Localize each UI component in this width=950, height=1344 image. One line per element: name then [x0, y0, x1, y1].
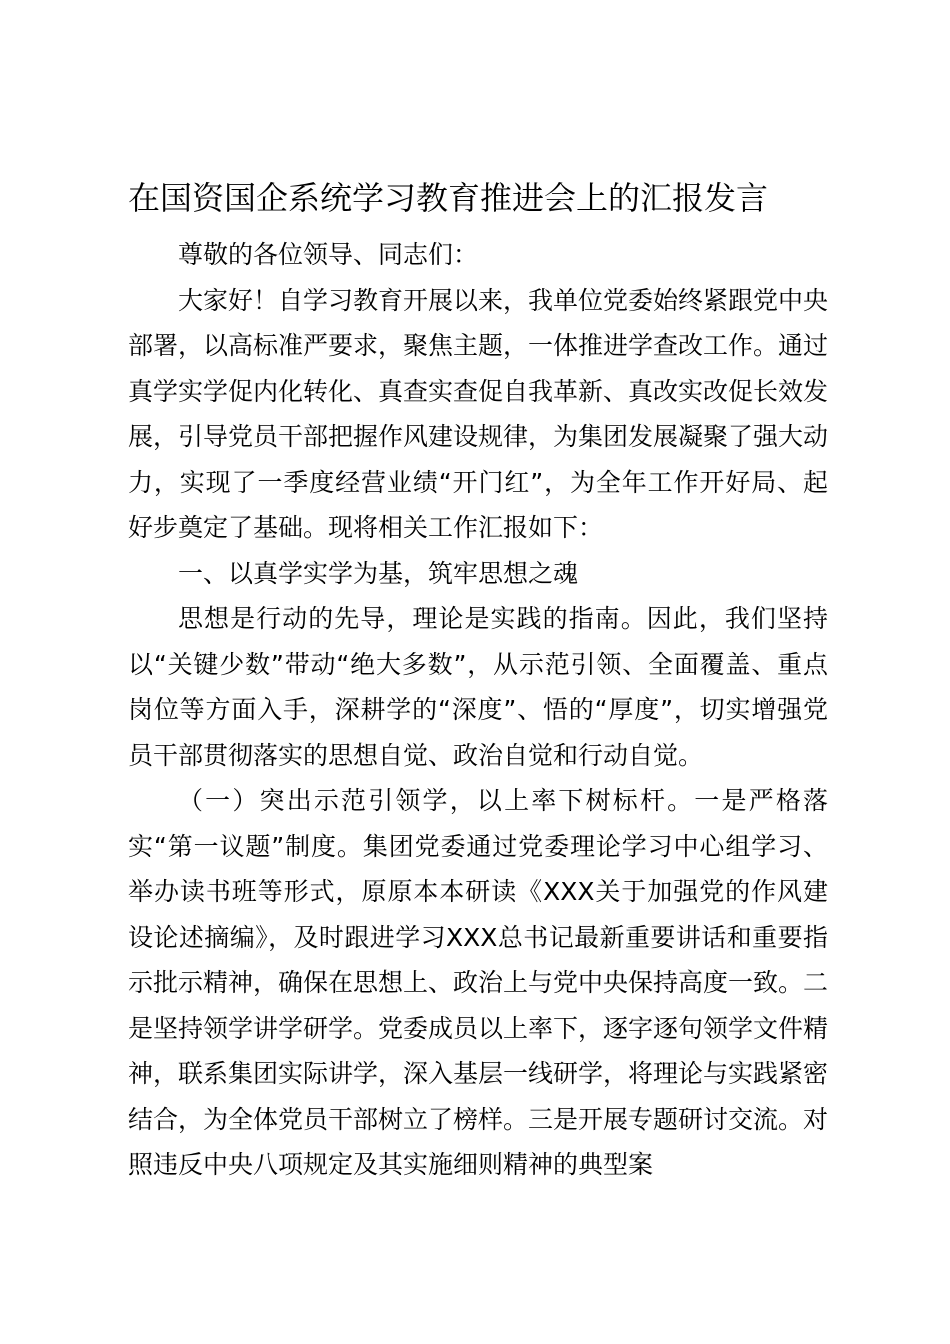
paragraph-section-1-intro: 思想是行动的先导，理论是实践的指南。因此，我们坚持以“关键少数”带动“绝大多数”，从示范引领、全面覆盖、重点岗位等方面入手，深耕学的“深度”、悟的“厚度”，切实增强党员干部贯彻落实的思想自觉、政治自觉和行动自觉。 — [128, 604, 828, 770]
paragraph-opening: 大家好！自学习教育开展以来，我单位党委始终紧跟党中央部署，以高标准严要求，聚焦主题，一体推进学查改工作。通过真学实学促内化转化、真查实查促自我革新、真改实改促长效发展，引导党员干部把握作风建设规律，为集团发展凝聚了强大动力，实现了一季度经营业绩“开门红”，为全年工作开好局、起好步奠定了基础。现将相关工作汇报如下： — [128, 285, 829, 542]
section-heading-1: 一、以真学实学为基，筑牢思想之魂 — [178, 558, 579, 588]
paragraph-subsection-1: （一）突出示范引领学，以上率下树标杆。一是严格落实“第一议题”制度。集团党委通过党委理论学习中心组学习、举办读书班等形式，原原本本研读《XXX关于加强党的作风建设论述摘编》，及时跟进学习XXX总书记最新重要讲话和重要指示批示精神，确保在思想上、政治上与党中央保持高度一致。二是坚持领学讲学研学。党委成员以上率下，逐字逐句领学文件精神，联系集团实际讲学，深入基层一线研学，将理论与实践紧密结合，为全体党员干部树立了榜样。三是开展专题研讨交流。对照违反中央八项规定及其实施细则精神的典型案 — [128, 786, 829, 1179]
document-page — [128, 170, 828, 1188]
document-title: 在国资国企系统学习教育推进会上的汇报发言 — [128, 179, 769, 217]
salutation: 尊敬的各位领导、同志们： — [178, 240, 479, 269]
